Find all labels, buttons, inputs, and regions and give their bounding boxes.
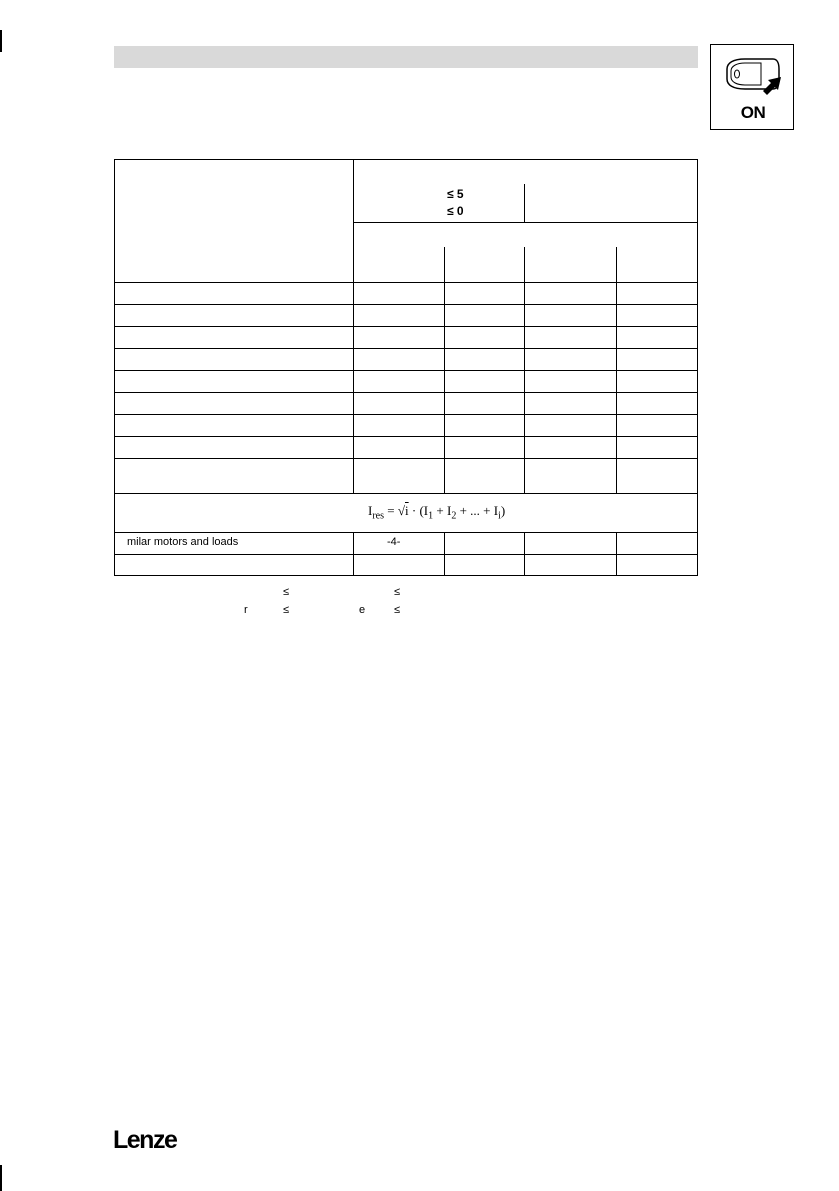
section-header-bar <box>114 46 698 68</box>
row-value-1: -4- <box>387 536 401 548</box>
on-label: ON <box>740 103 766 122</box>
footnote-2c: e <box>359 604 366 616</box>
footnote-2d: ≤ <box>394 604 401 616</box>
row-label: milar motors and loads <box>127 536 239 548</box>
table-row <box>114 536 698 550</box>
on-switch-badge <box>710 44 794 130</box>
power-switch-icon <box>711 45 795 105</box>
crop-mark-bottom <box>0 1165 2 1191</box>
footnote-1b: ≤ <box>394 586 401 598</box>
lenze-logo: Lenze <box>113 1126 177 1154</box>
header-line-1: ≤ 5 <box>447 187 464 201</box>
crop-mark-top <box>0 30 2 52</box>
header-line-2: ≤ 0 <box>447 204 464 218</box>
footnote-2b: ≤ <box>283 604 290 616</box>
resultant-current-formula: $I_{res} = √i \cdot (I_1 + I_2$ + ... + $I_i$) <box>368 503 506 522</box>
current-rating-table <box>114 159 698 576</box>
footnote-2a: r <box>244 604 248 616</box>
footnote-1a: ≤ <box>283 586 290 598</box>
